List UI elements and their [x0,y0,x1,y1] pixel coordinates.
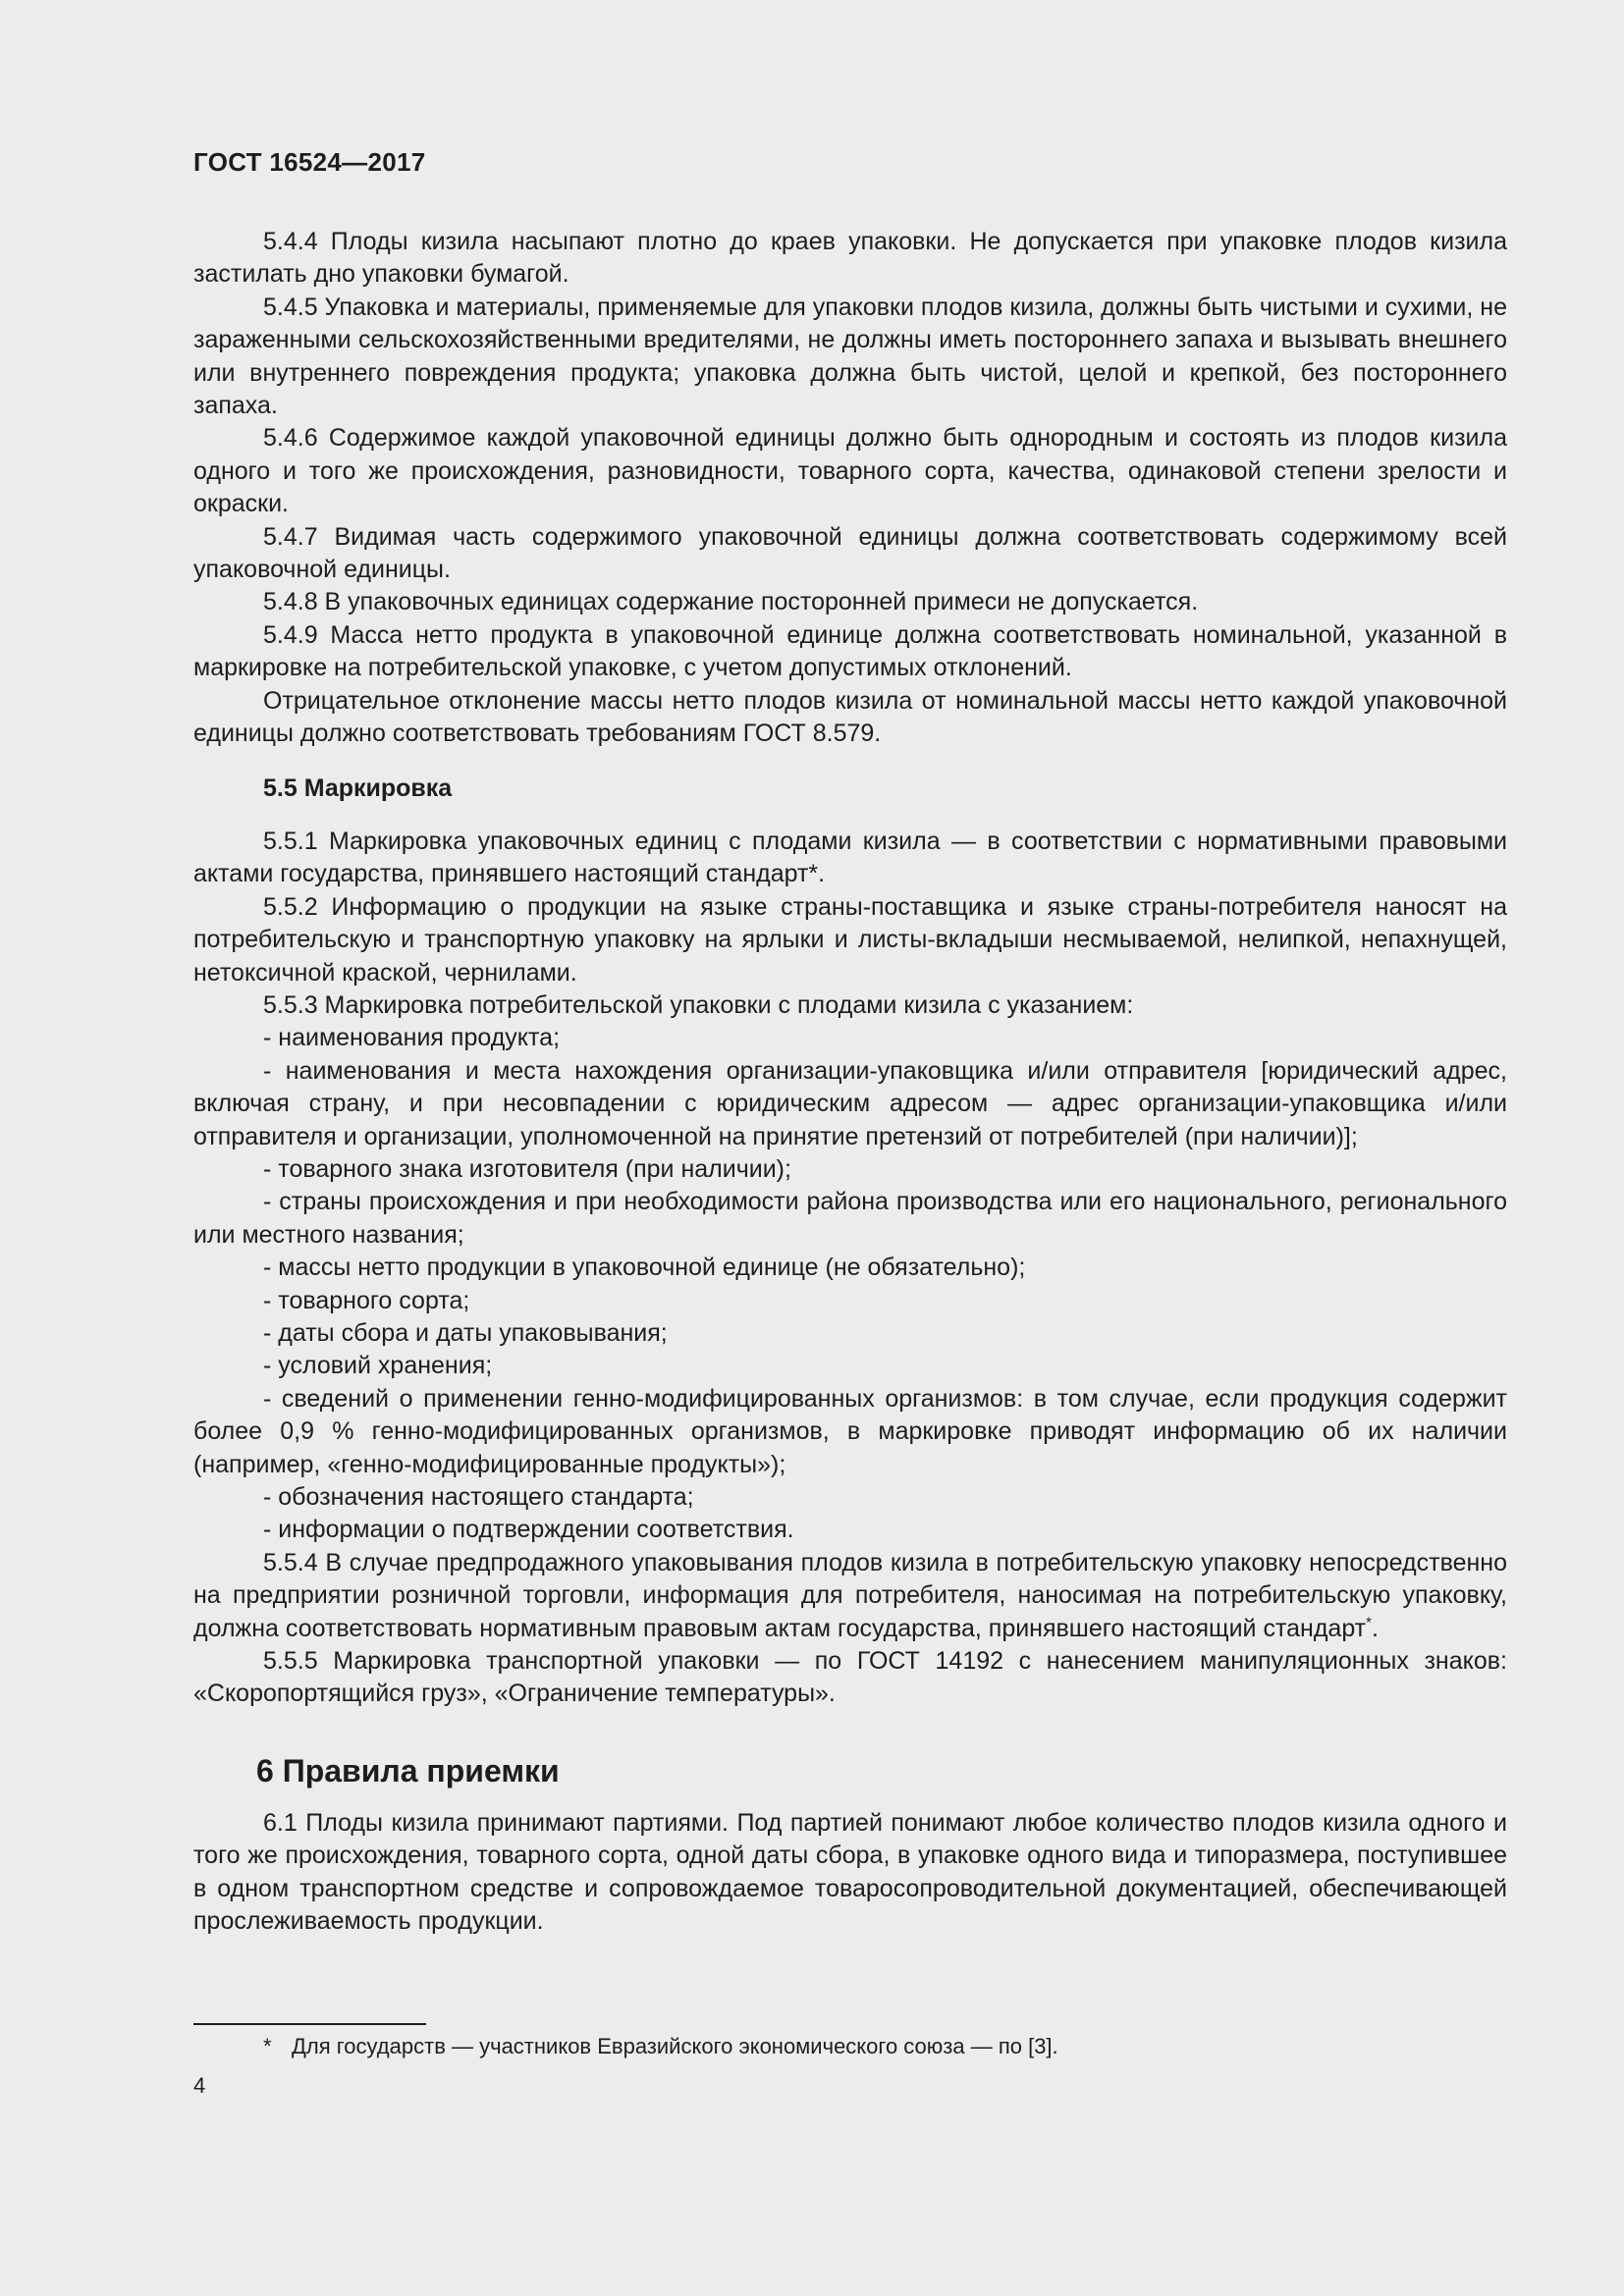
document-body [193,226,1507,1939]
paragraph-5-5-2: 5.5.2 Информацию о продукции на языке страны-поставщика и языке страны-потребителя наносят на потребительскую и транспортную упаковку на ярлыки и листы-вкладыши несмываемой, нелипкой, непахнущей, нетоксичной краской, чернилами. [193,892,1507,987]
list-item: - обозначения настоящего стандарта; [263,1483,694,1512]
list-item: - наименования продукта; [263,1024,561,1052]
list-item: - наименования и места нахождения организации-упаковщика и/или отправителя [юридический адрес, включая страну, и при несовпадении с юридическим адресом — адрес организации-упаковщика и/или отправителя и организации, уполномоченной на принятие претензий от потребителей (при наличии)]; [193,1056,1507,1150]
footnote-mark: * [263,2034,272,2058]
paragraph-5-4-9: 5.4.9 Масса нетто продукта в упаковочной единице должна соответствовать номинальной, указанной в маркировке на потребительской упаковке, с учетом допустимых отклонений. [193,620,1507,682]
paragraph-5-5-4-tail: . [1371,1614,1379,1642]
paragraph-5-4-5: 5.4.5 Упаковка и материалы, применяемые для упаковки плодов кизила, должны быть чистыми и сухими, не зараженными сельскохозяйственными вредителями, не должны иметь постороннего запаха и вызывать внешнего или внутреннего повреждения продукта; упаковка должна быть чистой, целой и крепкой, без постороннего запаха. [193,293,1507,420]
footnote [263,2033,1058,2060]
list-item: - условий хранения; [263,1352,493,1380]
list-item: - товарного сорта; [263,1286,470,1314]
paragraph-5-4-6: 5.4.6 Содержимое каждой упаковочной единицы должно быть однородным и состоять из плодов кизила одного и того же происхождения, разновидности, товарного сорта, качества, одинаковой степени зрелости и окраски. [193,424,1507,518]
list-item: - массы нетто продукции в упаковочной единице (не обязательно); [263,1254,1026,1282]
paragraph-5-5-4-text: 5.5.4 В случае предпродажного упаковывания плодов кизила в потребительскую упаковку непосредственно на предприятии розничной торговли, информация для потребителя, наносимая на потребительскую упаковку, должна соответствовать нормативным правовым актам государства, принявшего настоящий стандарт [193,1548,1507,1642]
footnote-reference: * [1366,1614,1372,1631]
paragraph-5-5-4 [193,1547,1507,1645]
paragraph-5-4-8: 5.4.8 В упаковочных единицах содержание посторонней примеси не допускается. [263,588,1199,616]
list-item: - даты сбора и даты упаковывания; [263,1319,668,1347]
list-item: - сведений о применении генно-модифицированных организмов: в том случае, если продукция содержит более 0,9 % генно-модифицированных организмов, в маркировке приводят информацию об их наличии (например, «генно-модифицированные продукты»); [193,1384,1507,1478]
paragraph-5-5-5: 5.5.5 Маркировка транспортной упаковки — по ГОСТ 14192 с нанесением манипуляционных знаков: «Скоропортящийся груз», «Ограничение температуры». [193,1647,1507,1708]
document-header: ГОСТ 16524—2017 [193,147,426,177]
paragraph-5-5-3: 5.5.3 Маркировка потребительской упаковки с плодами кизила с указанием: [263,990,1134,1019]
section-heading-6: 6 Правила приемки [256,1752,560,1789]
page-number: 4 [193,2073,206,2098]
paragraph-negative-deviation: Отрицательное отклонение массы нетто плодов кизила от номинальной массы нетто каждой упаковочной единицы должно соответствовать требованиям ГОСТ 8.579. [193,686,1507,748]
footnote-text: Для государств — участников Евразийского экономического союза — по [3]. [292,2034,1058,2058]
paragraph-5-5-1: 5.5.1 Маркировка упаковочных единиц с плодами кизила — в соответствии с нормативными правовыми актами государства, принявшего настоящий стандарт*. [193,827,1507,888]
section-heading-5-5: 5.5 Маркировка [263,774,453,802]
paragraph-5-4-7: 5.4.7 Видимая часть содержимого упаковочной единицы должна соответствовать содержимому всей упаковочной единицы. [193,522,1507,584]
list-item: - информации о подтверждении соответствия. [263,1516,794,1544]
list-item: - товарного знака изготовителя (при наличии); [263,1154,791,1183]
paragraph-5-4-4: 5.4.4 Плоды кизила насыпают плотно до краев упаковки. Не допускается при упаковке плодов кизила застилать дно упаковки бумагой. [193,228,1507,289]
footnote-separator [193,2023,426,2025]
list-item: - страны происхождения и при необходимости района производства или его национального, регионального или местного названия; [193,1188,1507,1249]
paragraph-6-1: 6.1 Плоды кизила принимают партиями. Под партией понимают любое количество плодов кизила одного и того же происхождения, товарного сорта, одной даты сбора, в упаковке одного вида и типоразмера, поступившее в одном транспортном средстве и сопровождаемое товаросопроводительной документацией, обеспечивающей прослеживаемость продукции. [193,1808,1507,1936]
